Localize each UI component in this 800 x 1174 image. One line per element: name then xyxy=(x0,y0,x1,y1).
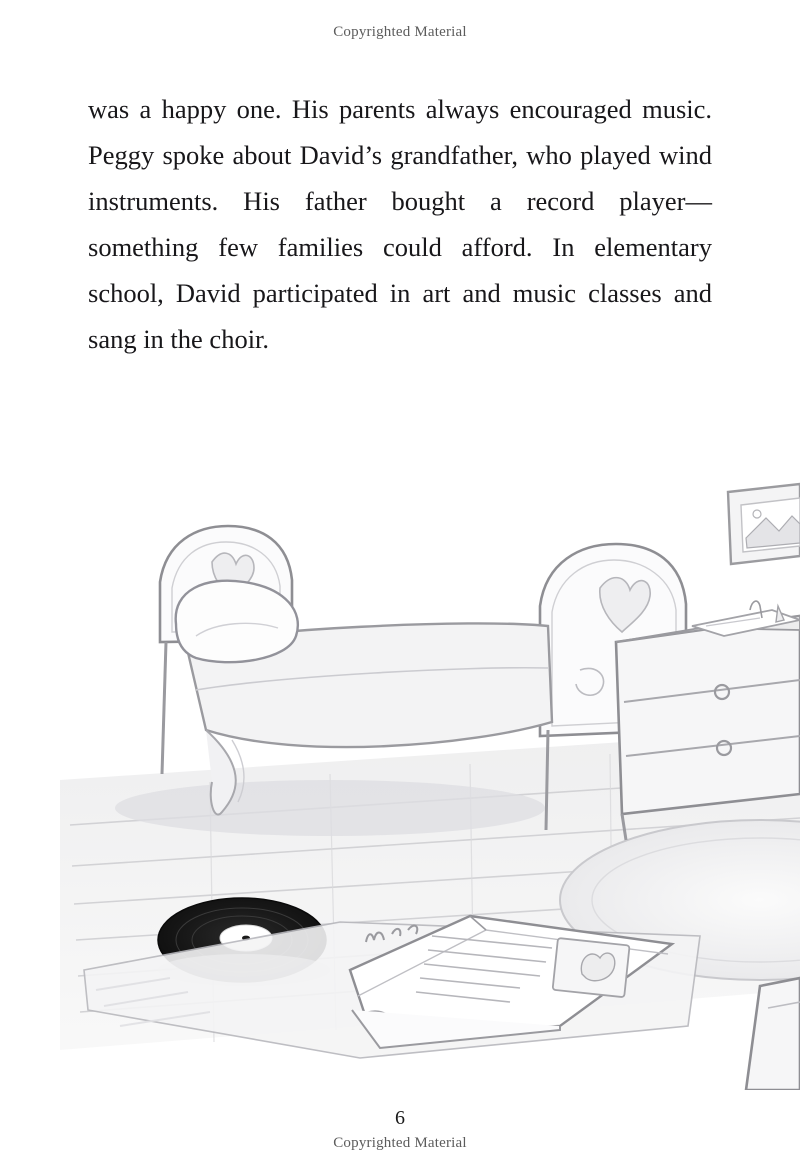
copyright-watermark-bottom: Copyrighted Material xyxy=(333,1135,467,1151)
page-body-text: was a happy one. His parents always encouraged music. Peggy spoke about David’s grandfather, who played wind instruments. His father bought a record player—something few families could afford. In elementary school, David participated in art and music classes and sang in the choir. xyxy=(88,94,712,354)
storage-box-icon xyxy=(746,978,800,1090)
framed-picture-icon xyxy=(728,484,800,564)
copyright-watermark-top: Copyrighted Material xyxy=(333,24,467,40)
bedroom-illustration xyxy=(0,430,800,1090)
page-number: 6 xyxy=(395,1107,405,1129)
bed-shadow xyxy=(115,780,545,836)
